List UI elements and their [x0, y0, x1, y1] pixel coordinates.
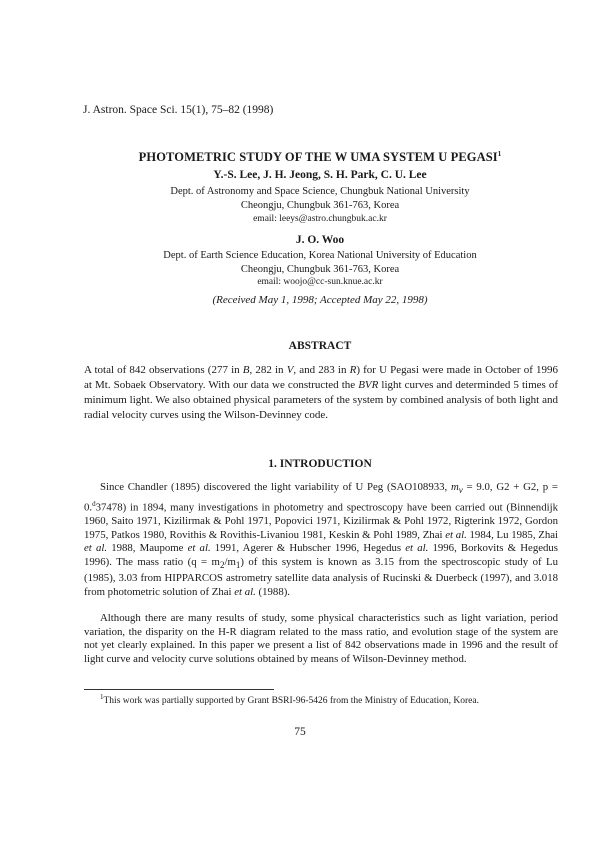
- footnote-rule: [84, 689, 274, 690]
- received-dates: (Received May 1, 1998; Accepted May 22, 1998): [212, 294, 428, 306]
- abstract-text: A total of 842 observations (277 in B, 282 in V, and 283 in R) for U Pegasi were made in October of 1996 at Mt. Sobaek Observatory. With our data we constructed the BVR light curves and determinded 5 times of minimum light. We also obtained physical parameters of the system by combined analysis of both light and radial velocity curves using the Wilson-Devinney code.: [84, 364, 559, 421]
- title-footnote-mark: 1: [497, 150, 502, 158]
- affiliation-1: Dept. of Astronomy and Space Science, Chungbuk National University Cheongju, Chungbuk 361-763, Korea: [170, 186, 470, 211]
- abstract-heading: ABSTRACT: [288, 340, 352, 352]
- intro-paragraph-2: Although there are many results of study, some physical characteristics such as light variation, period variation, the disparity on the H-R diagram related to the mass ratio, and evolution stage of the system are not yet clearly explained. In this paper we present a list of 842 observations made in 1996 and the result of light curve and velocity curve solutions obtained by means of Wilson-Devinney method.: [84, 612, 558, 665]
- page-number: 75: [294, 726, 306, 738]
- author-list-1: Y.-S. Lee, J. H. Jeong, S. H. Park, C. U. Lee: [213, 169, 427, 181]
- email-1: email: leeys@astro.chungbuk.ac.kr: [253, 214, 387, 224]
- intro-paragraph-1: Since Chandler (1895) discovered the light variability of U Peg (SAO108933, $m_v = 9.0$, G2 + G2, p = 0.$^d$37478) in 1894, many investigations in photometry and spectroscopy have been carried out (Binnendijk 1960, Saito 1971, Kizilirmak & Pohl 1971, Popovici 1971, Kizilirmak & Pohl 1972, Rigterink 1972, Gordon 1975, Patkos 1980, Rovithis & Rovithis-Livaniou 1981, Keskin & Pohl 1989, Zhai et al. 1984, Lu 1985, Zhai et al. 1988, Maupome et al. 1991, Agerer & Hubscher 1996, Hegedus et al. 1996, Borkovits & Hegedus 1996). The mass ratio $(q = m_2/m_1)$ of this system is known as 3.15 from the spectroscopic study of Lu (1985), 3.03 from HIPPARCOS astrometry satellite data analysis of Rucinski & Duerbeck (1997), and 3.018 from photometric solution of Zhai et al. (1988).: [84, 481, 559, 599]
- author-list-2: J. O. Woo: [295, 234, 345, 246]
- affiliation-2: Dept. of Earth Science Education, Korea National University of Education Cheongju, Chungbuk 361-763, Korea: [163, 250, 477, 275]
- introduction-heading: 1. INTRODUCTION: [268, 458, 372, 470]
- email-2: email: woojo@cc-sun.knue.ac.kr: [257, 277, 383, 287]
- footnote: $^1$This work was partially supported by Grant BSRI-96-5426 from the Ministry of Education, Korea.: [100, 693, 479, 707]
- journal-reference: J. Astron. Space Sci. 15(1), 75–82 (1998): [83, 104, 274, 116]
- paper-title: PHOTOMETRIC STUDY OF THE W UMA SYSTEM U PEGASI$^1$: [138, 150, 502, 165]
